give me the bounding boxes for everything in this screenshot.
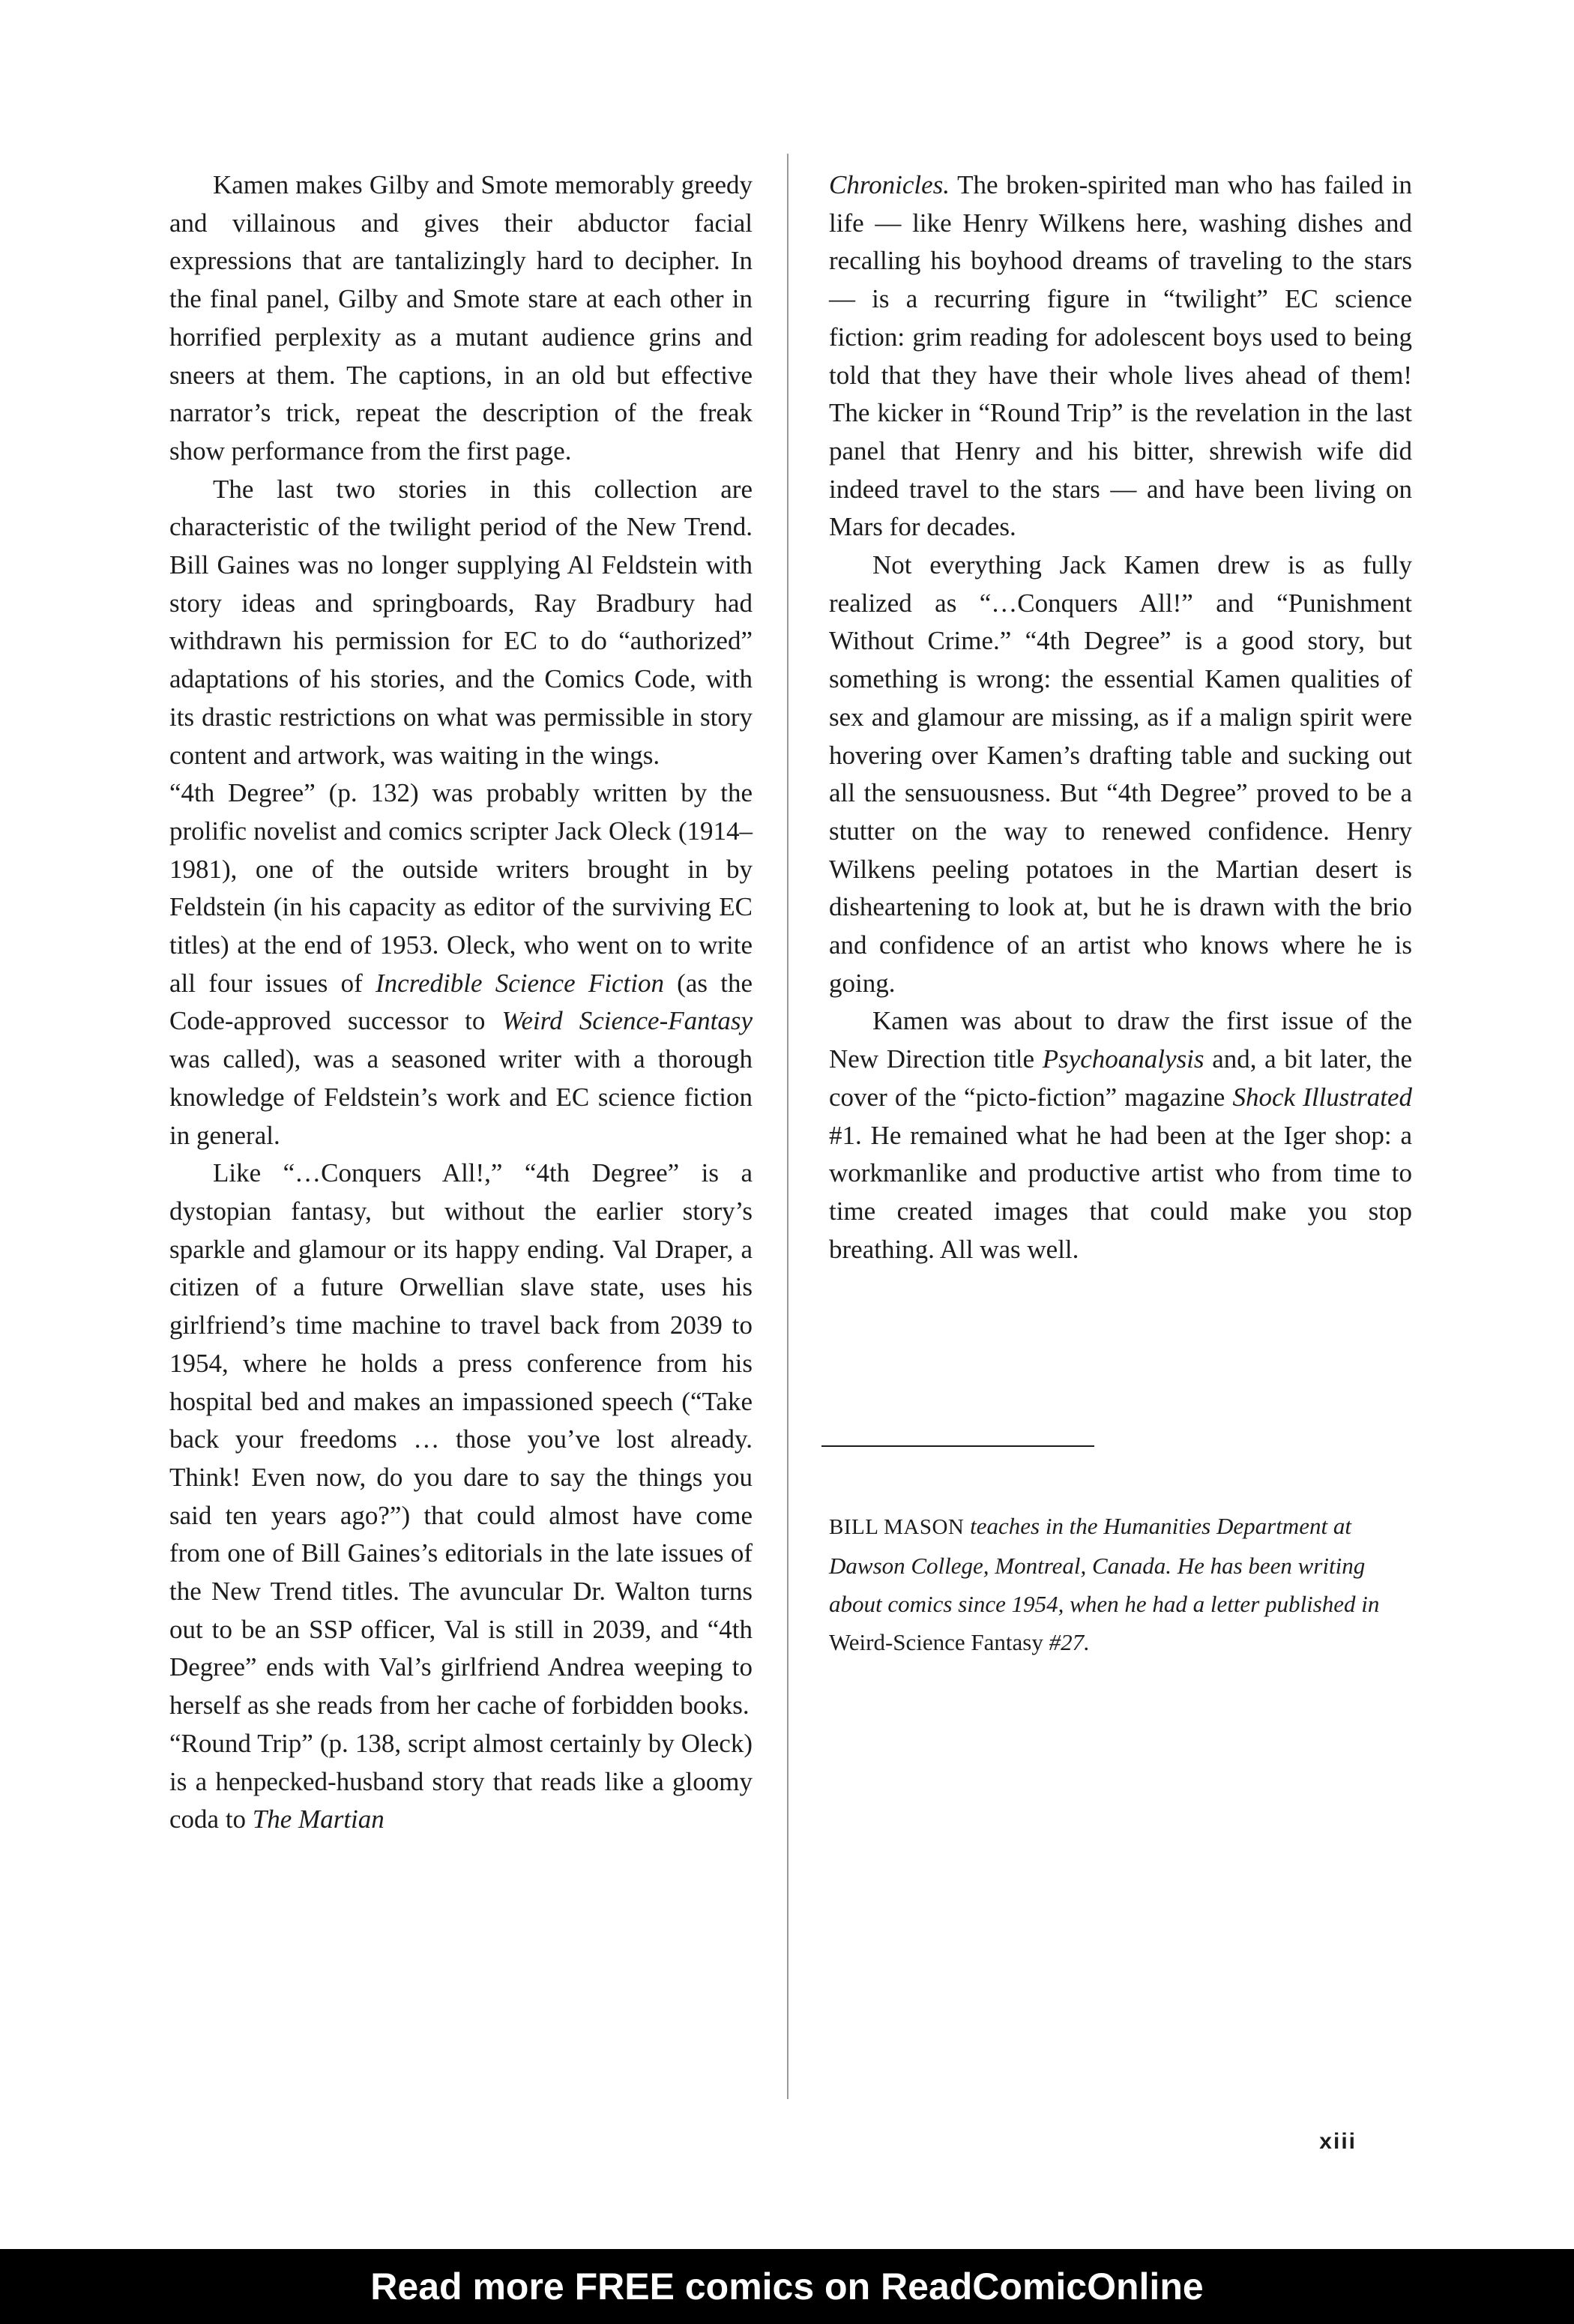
paragraph: Like “…Conquers All!,” “4th Degree” is a dystopian fantasy, but without the earlier story’s sparkle and glamour or its happy ending. Val Draper, a citizen of a future Orwellian slave state, uses his girlfriend’s time machine to travel back from 2039 to 1954, where he holds a press conference from his hospital bed and makes an impassioned speech (“Take back your freedoms … those you’ve lost already. Think! Even now, do you dare to say the things you said ten years ago?”) that could almost have come from one of Bill Gaines’s editorials in the late issues of the New Trend titles. The avuncular Dr. Walton turns out to be an SSP officer, Val is still in 2039, and “4th Degree” ends with Val’s girlfriend Andrea weeping to herself as she reads from her cache of forbidden books. bbox=[169, 1158, 753, 1721]
paragraph: Not everything Jack Kamen drew is as fully realized as “…Conquers All!” and “Punishment Without Crime.” “4th Degree” is a good story, but something is wrong: the essential Kamen qualities of sex and glamour are missing, as if a malign spirit were hovering over Kamen’s drafting table and sucking out all the sensuousness. But “4th Degree” proved to be a stutter on the way to renewed confidence. Henry Wilkens peeling potatoes in the Martian desert is disheartening to look at, but he is drawn with the brio and confidence of an artist who knows where he is going. bbox=[829, 550, 1412, 998]
column-divider bbox=[787, 154, 788, 2099]
author-name: BILL MASON bbox=[829, 1515, 965, 1539]
right-text-column bbox=[829, 166, 1412, 1268]
book-title: Psychoanalysis bbox=[1042, 1044, 1204, 1074]
paragraph: The last two stories in this collection are characteristic of the twilight period of the New Trend. Bill Gaines was no longer supplying Al Feldstein with story ideas and springboards, Ray Bradbury had withdrawn his permission for EC to do “authorized” adaptations of his stories, and the Comics Code, with its drastic restrictions on what was permissible in story content and artwork, was waiting in the wings. bbox=[169, 474, 753, 770]
book-title: Weird Science-Fantasy bbox=[501, 1006, 753, 1036]
book-title: Shock Illustrated bbox=[1232, 1082, 1412, 1112]
paragraph: Kamen was about to draw the first issue of the New Direction title Psychoanalysis and, a bit later, the cover of the “picto-fiction” magazine Shock Illustrated #1. He remained what he had been at the Iger shop: a workmanlike and productive artist who from time to time created images that could make you stop breathing. All was well. bbox=[829, 1006, 1412, 1264]
book-title: The Martian bbox=[252, 1804, 385, 1834]
promo-banner[interactable]: Read more FREE comics on ReadComicOnline bbox=[0, 2249, 1574, 2324]
paragraph: Kamen makes Gilby and Smote memorably greedy and villainous and gives their abductor facial expressions that are tantalizingly hard to decipher. In the final panel, Gilby and Smote stare at each other in horrified perplexity as a mutant audience grins and sneers at them. The captions, in an old but effective narrator’s trick, repeat the description of the freak show performance from the first page. bbox=[169, 170, 753, 466]
book-title: Incredible Science Fiction bbox=[376, 968, 664, 998]
book-title: Weird-Science Fantasy bbox=[829, 1629, 1043, 1655]
left-text-column bbox=[169, 166, 753, 1839]
book-title: Chronicles. bbox=[829, 170, 950, 199]
bio-separator-rule bbox=[821, 1445, 1094, 1447]
page-number: xiii bbox=[1319, 2129, 1357, 2154]
paragraph: Chronicles. The broken-spirited man who has failed in life — like Henry Wilkens here, washing dishes and recalling his boyhood dreams of traveling to the stars — is a recurring figure in “twilight” EC science fiction: grim reading for adolescent boys used to being told that they have their whole lives ahead of them! The kicker in “Round Trip” is the revelation in the last panel that Henry and his bitter, shrewish wife did indeed travel to the stars — and have been living on Mars for decades. bbox=[829, 170, 1412, 542]
paragraph: “4th Degree” (p. 132) was probably written by the prolific novelist and comics scripter Jack Oleck (1914–1981), one of the outside writers brought in by Feldstein (in his capacity as editor of the surviving EC titles) at the end of 1953. Oleck, who went on to write all four issues of Incredible Science Fiction (as the Code-approved successor to Weird Science-Fantasy was called), was a seasoned writer with a thorough knowledge of Feldstein’s work and EC science fiction in general. bbox=[169, 778, 753, 1150]
author-bio: BILL MASON teaches in the Humanities Department at Dawson College, Montreal, Canada. He has been writing about comics since 1954, when he had a letter published in Weird-Science Fantasy #27. bbox=[829, 1513, 1380, 1655]
paragraph: “Round Trip” (p. 138, script almost certainly by Oleck) is a henpecked-husband story that reads like a gloomy coda to The Martian bbox=[169, 1728, 753, 1834]
